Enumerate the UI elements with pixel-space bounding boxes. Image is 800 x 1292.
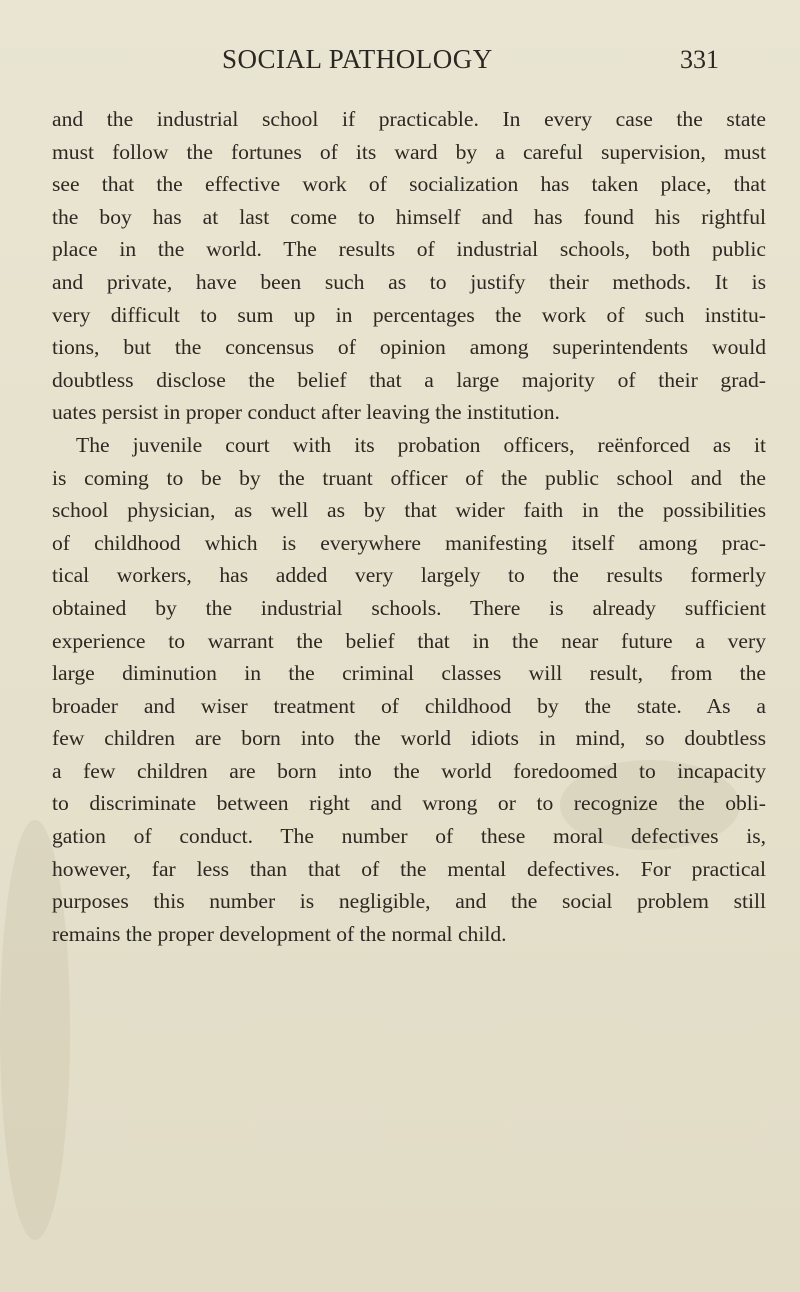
text-line: very difficult to sum up in percentages the work of such institu- — [52, 302, 766, 327]
text-line: uates persist in proper conduct after leaving the institution. — [52, 400, 560, 425]
text-line: is coming to be by the truant officer of the public school and the — [52, 465, 766, 490]
running-head — [0, 44, 800, 84]
text-line: obtained by the industrial schools. There is already sufficient — [52, 595, 766, 620]
text-line: place in the world. The results of industrial schools, both public — [52, 237, 766, 262]
text-line: broader and wiser treatment of childhood by the state. As a — [52, 693, 766, 718]
text-line: and the industrial school if practicable. In every case the state — [52, 107, 766, 131]
text-line: gation of conduct. The number of these moral defectives is, — [52, 824, 766, 849]
text-line: of childhood which is everywhere manifesting itself among prac- — [52, 530, 766, 555]
paragraph-1 — [52, 103, 766, 429]
text-line: must follow the fortunes of its ward by a careful supervision, must — [52, 139, 766, 164]
text-line: few children are born into the world idiots in mind, so doubtless — [52, 726, 766, 751]
body-text — [52, 103, 766, 950]
text-line: and private, have been such as to justify their methods. It is — [52, 269, 766, 294]
text-line: however, far less than that of the mental defectives. For practical — [52, 856, 766, 881]
text-line: see that the effective work of socialization has taken place, that — [52, 172, 766, 197]
text-line: tical workers, has added very largely to the results formerly — [52, 563, 766, 588]
text-line: school physician, as well as by that wider faith in the possibilities — [52, 498, 766, 523]
text-line: tions, but the concensus of opinion among superintendents would — [52, 335, 766, 360]
text-line: doubtless disclose the belief that a large majority of their grad- — [52, 367, 766, 392]
text-line: large diminution in the criminal classes will result, from the — [52, 661, 766, 686]
page-number: 331 — [680, 45, 719, 74]
text-line: purposes this number is negligible, and the social problem still — [52, 889, 766, 914]
text-line: a few children are born into the world foredoomed to incapacity — [52, 758, 766, 783]
running-title: SOCIAL PATHOLOGY — [222, 44, 493, 74]
paragraph-2 — [52, 429, 766, 951]
text-line: remains the proper development of the normal child. — [52, 921, 507, 946]
text-line: experience to warrant the belief that in the near future a very — [52, 628, 766, 653]
text-line: the boy has at last come to himself and has found his rightful — [52, 204, 766, 229]
text-line: to discriminate between right and wrong or to recognize the obli- — [52, 791, 766, 816]
text-line: The juvenile court with its probation officers, reënforced as it — [76, 432, 766, 457]
